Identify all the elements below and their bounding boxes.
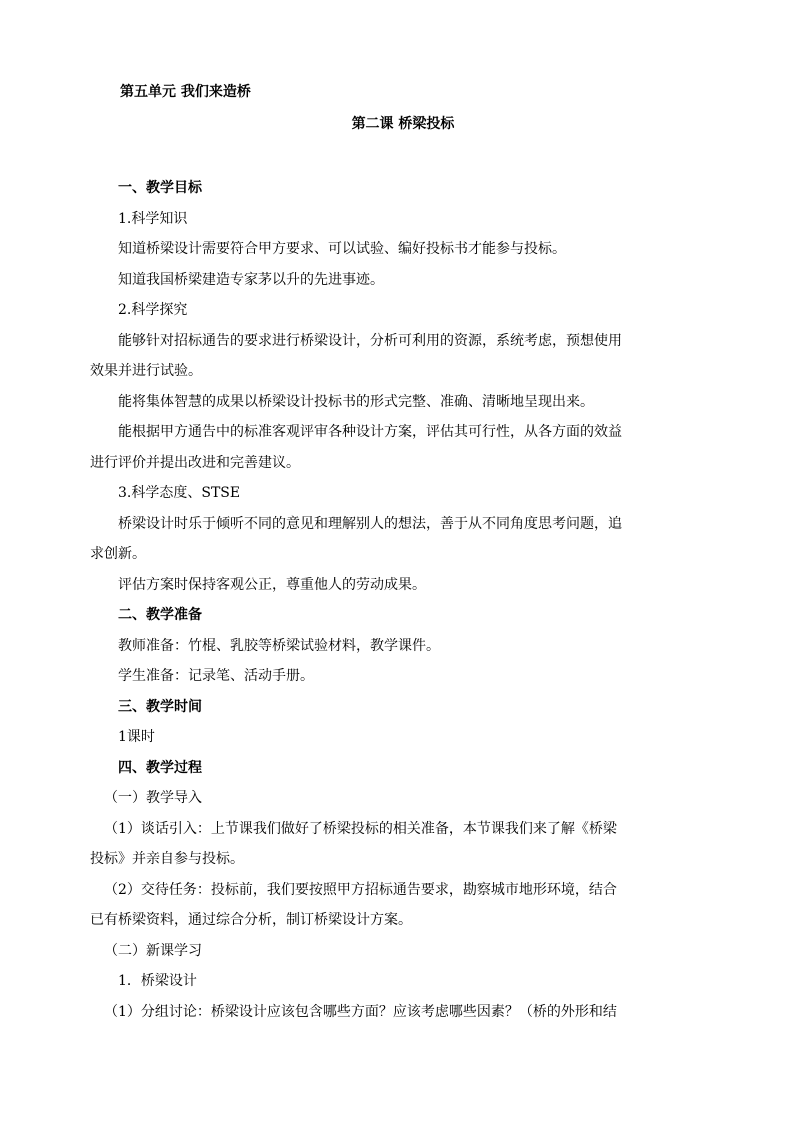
document-page (90, 78, 702, 1026)
paragraph-text: 能根据甲方通告中的标准客观评审各种设计方案，评估其可行性，从各方面的效益 (118, 424, 622, 441)
paragraph-row (90, 233, 702, 264)
paragraph-row (90, 630, 702, 661)
section-heading-goals-row (90, 172, 702, 203)
paragraph-row (90, 996, 702, 1027)
lesson-title-row (90, 110, 702, 136)
paragraph-text: 效果并进行试验。 (90, 363, 202, 380)
paragraph-row (90, 264, 702, 295)
paragraph-row (90, 447, 702, 478)
section-heading-time-row (90, 691, 702, 722)
paragraph-row (90, 416, 702, 447)
subheading-bridge-design-row (90, 965, 702, 996)
paragraph-text: 教师准备：竹棍、乳胶等桥梁试验材料，教学课件。 (118, 637, 440, 654)
subheading-inquiry-row (90, 294, 702, 325)
paragraph-text: 学生准备：记录笔、活动手册。 (118, 668, 314, 685)
section-heading-preparation: 二、教学准备 (118, 607, 202, 624)
section-heading-preparation-row (90, 599, 702, 630)
section-heading-process-row (90, 752, 702, 783)
subheading-inquiry: 2.科学探究 (118, 302, 188, 319)
paragraph-text: （1）谈话引入：上节课我们做好了桥梁投标的相关准备，本节课我们来了解《桥梁 (104, 820, 617, 837)
paragraph-row (90, 721, 702, 752)
part-heading-intro-row (90, 782, 702, 813)
paragraph-row (90, 508, 702, 539)
paragraph-row (90, 569, 702, 600)
paragraph-text: 评估方案时保持客观公正，尊重他人的劳动成果。 (118, 576, 426, 593)
paragraph-text: 知道我国桥梁建造专家茅以升的先进事迹。 (118, 271, 384, 288)
unit-title-row (90, 78, 702, 104)
paragraph-text: 已有桥梁资料，通过综合分析，制订桥梁设计方案。 (90, 912, 412, 929)
paragraph-text: 求创新。 (90, 546, 146, 563)
part-heading-new: （二）新课学习 (104, 942, 202, 959)
paragraph-text: （1）分组讨论：桥梁设计应该包含哪些方面？应该考虑哪些因素？（桥的外形和结 (104, 1003, 617, 1020)
paragraph-row (90, 904, 702, 935)
paragraph-text: （2）交待任务：投标前，我们要按照甲方招标通告要求，勘察城市地形环境，结合 (104, 881, 617, 898)
paragraph-text: 知道桥梁设计需要符合甲方要求、可以试验、编好投标书才能参与投标。 (118, 241, 566, 258)
paragraph-row (90, 813, 702, 844)
paragraph-row (90, 660, 702, 691)
paragraph-row (90, 538, 702, 569)
paragraph-row (90, 355, 702, 386)
paragraph-text: 进行评价并提出改进和完善建议。 (90, 454, 300, 471)
subheading-knowledge: 1.科学知识 (118, 210, 188, 227)
section-heading-process: 四、教学过程 (118, 759, 202, 776)
paragraph-text: 1课时 (118, 729, 155, 746)
paragraph-text: 桥梁设计时乐于倾听不同的意见和理解别人的想法，善于从不同角度思考问题，追 (118, 515, 622, 532)
paragraph-row (90, 386, 702, 417)
unit-title: 第五单元 我们来造桥 (120, 84, 251, 100)
paragraph-text: 能将集体智慧的成果以桥梁设计投标书的形式完整、准确、清晰地呈现出来。 (118, 393, 594, 410)
part-heading-new-row (90, 935, 702, 966)
part-heading-intro: （一）教学导入 (104, 790, 202, 807)
paragraph-text: 能够针对招标通告的要求进行桥梁设计，分析可利用的资源，系统考虑，预想使用 (118, 332, 622, 349)
paragraph-text: 投标》并亲自参与投标。 (90, 851, 244, 868)
subheading-attitude-row (90, 477, 702, 508)
lesson-title: 第二课 桥梁投标 (351, 116, 455, 132)
paragraph-row (90, 843, 702, 874)
subheading-bridge-design: 1．桥梁设计 (118, 973, 197, 990)
paragraph-row (90, 325, 702, 356)
section-heading-time: 三、教学时间 (118, 698, 202, 715)
subheading-attitude: 3.科学态度、STSE (118, 485, 241, 502)
section-heading-goals: 一、教学目标 (118, 180, 202, 197)
subheading-knowledge-row (90, 203, 702, 234)
paragraph-row (90, 874, 702, 905)
